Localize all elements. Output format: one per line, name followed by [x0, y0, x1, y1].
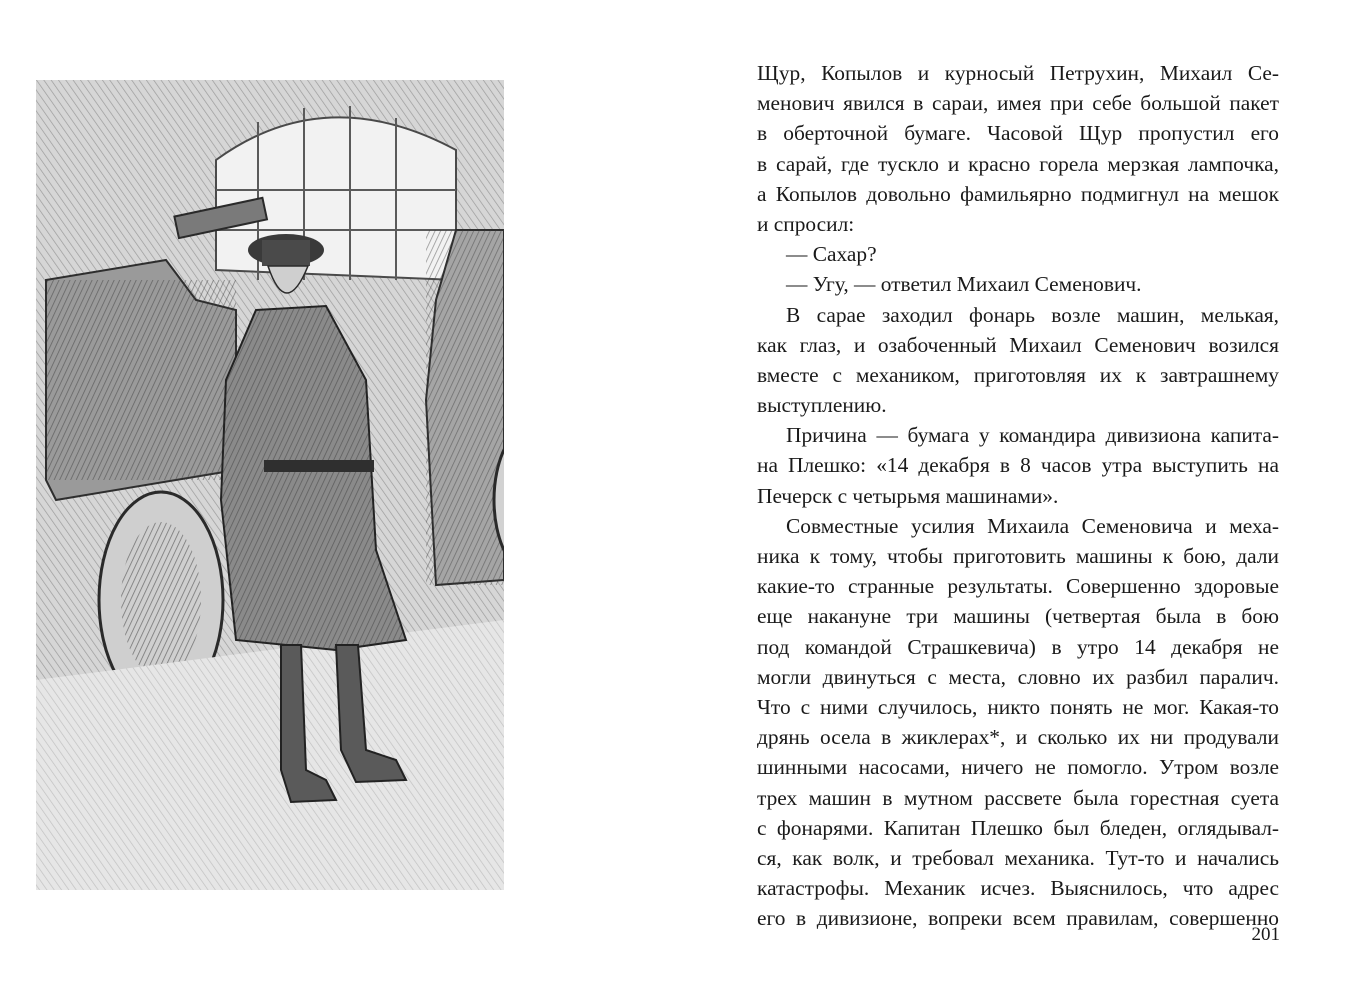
- text-line: Печерск с четырьмя машинами».: [757, 483, 1059, 508]
- text-line: трех машин в мутном рассвете была горестная суета: [757, 785, 1279, 810]
- text-line: и спросил:: [757, 211, 855, 236]
- text-line: — Сахар?: [786, 242, 877, 267]
- text-line: ся, как волк, и требовал механика. Тут-то и начались: [757, 845, 1279, 870]
- text-line: его в дивизионе, вопреки всем правилам, совершенно: [757, 906, 1279, 931]
- text-line: в оберточной бумаге. Часовой Щур пропустил его: [757, 121, 1279, 146]
- text-line: катастрофы. Механик исчез. Выяснилось, что адрес: [757, 876, 1279, 901]
- text-line: ника к тому, чтобы приготовить машины к бою, дали: [757, 544, 1279, 568]
- text-line: еще накануне три машины (четвертая была в бою: [757, 604, 1279, 629]
- text-line: — Угу, — ответил Михаил Семенович.: [786, 272, 1142, 297]
- text-line: могли двинуться с места, словно их разбил паралич.: [757, 664, 1279, 689]
- text-line: выступлению.: [757, 393, 887, 418]
- text-line: а Копылов довольно фамильярно подмигнул на мешок: [757, 181, 1279, 206]
- text-column: [757, 58, 1279, 933]
- text-line: вместе с механиком, приготовляя их к завтрашнему: [757, 362, 1279, 387]
- text-line: В сарае заходил фонарь возле машин, мелькая,: [786, 302, 1279, 327]
- text-line: Что с ними случилось, никто понять не мог. Какая-то: [757, 694, 1279, 719]
- text-line: под командой Страшкевича) в утро 14 декабря не: [757, 634, 1279, 659]
- text-line: Совместные усилия Михаила Семеновича и меха-: [786, 513, 1279, 538]
- illustration-drawing: [36, 80, 504, 890]
- text-line: менович явился в сараи, имея при себе большой пакет: [757, 91, 1279, 116]
- text-line: шинными насосами, ничего не помогло. Утром возле: [757, 755, 1279, 780]
- text-line: в сарай, где тускло и красно горела мерзкая лампочка,: [757, 151, 1279, 176]
- illustration: [36, 80, 504, 890]
- text-line: какие-то странные результаты. Совершенно здоровые: [757, 574, 1279, 599]
- page-number: 201: [1251, 924, 1280, 945]
- text-line: как глаз, и озабоченный Михаил Семенович возился: [757, 332, 1279, 357]
- text-line: на Плешко: «14 декабря в 8 часов утра выступить на: [757, 453, 1279, 478]
- text-line: Щур, Копылов и курносый Петрухин, Михаил Се-: [757, 61, 1279, 85]
- text-line: Причина — бумага у командира дивизиона капита-: [786, 423, 1279, 448]
- text-line: с фонарями. Капитан Плешко был бледен, оглядывал-: [757, 815, 1279, 840]
- text-line: дрянь осела в жиклерах*, и сколько их ни продували: [757, 725, 1279, 750]
